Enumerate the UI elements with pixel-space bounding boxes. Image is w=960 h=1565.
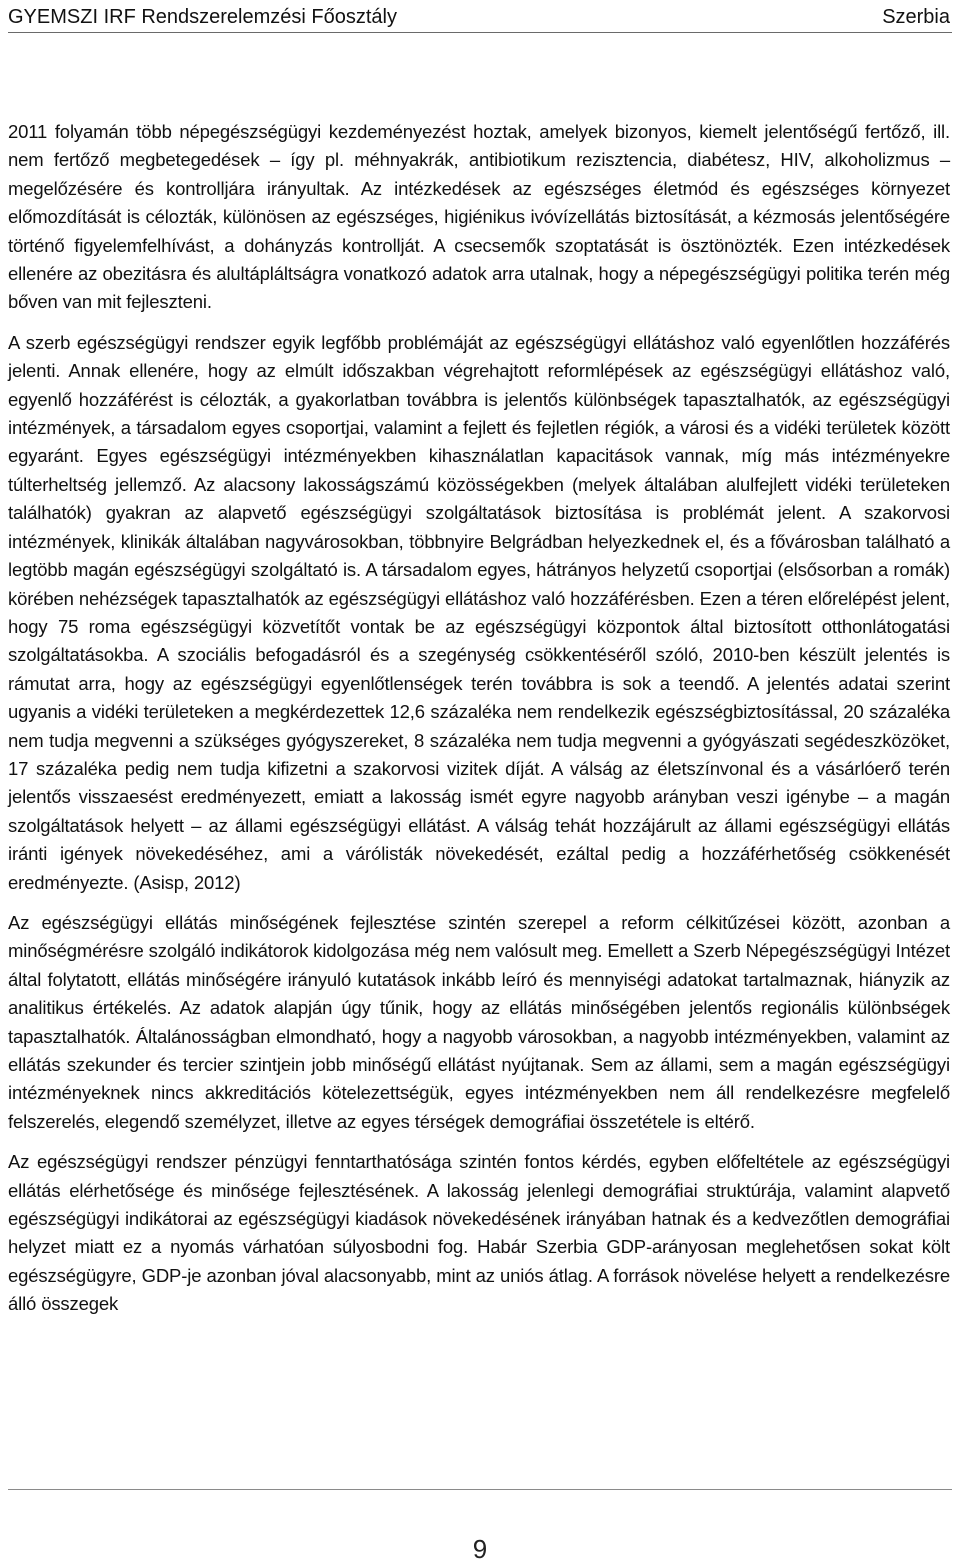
- paragraph-quality: Az egészségügyi ellátás minőségének fejlesztése szintén szerepel a reform célkitűzései között, azonban a minőségmérésre szolgáló indikátorok kidolgozása még nem valósult meg. Emellett a Szerb Népegészségügyi Intézet által folytatott, ellátás minőségére irányuló kutatások inkább leíró és mennyiségi adatokat tartalmaznak, hiányzik az analitikus értékelés. Az adatok alapján úgy tűnik, hogy az ellátás minőségében jelentős regionális különbségek tapasztalhatók. Általánosságban elmondható, hogy a nagyobb városokban, a nagyobb intézményekben, valamint az ellátás szekunder és tercier szintjein jobb minőségű ellátást nyújtanak. Sem az állami, sem a magán egészségügyi intézményeknek nincs akkreditációs kötelezettségük, egyes intézményekben nem áll rendelkezésre megfelelő felszerelés, elegendő személyzet, illetve az egyes térségek demográfiai összetétele is eltérő.: [8, 911, 950, 1132]
- paragraph-public-health: 2011 folyamán több népegészségügyi kezdeményezést hoztak, amelyek bizonyos, kiemelt jelentőségű fertőző, ill. nem fertőző megbetegedések – így pl. méhnyakrák, antibiotikum rezisztencia, diabétesz, HIV, alkoholizmus – megelőzésére és kontrolljára irányultak. Az intézkedések az egészséges életmód és egészséges környezet előmozdítását is célozták, különösen az egészséges, higiénikus ivóvízellátás biztosítását, a kézmosás jelentőségére történő figyelemfelhívást, a dohányzás kontrollját. A csecsemők szoptatását is ösztönözték. Ezen intézkedések ellenére az obezitásra és alultápláltságra vonatkozó adatok arra utalnak, hogy a népegészségügyi politika terén még bőven van mit fejleszteni.: [8, 121, 950, 313]
- page-number: 9: [472, 1534, 488, 1564]
- paragraph-financial-sustainability: Az egészségügyi rendszer pénzügyi fenntarthatósága szintén fontos kérdés, egyben előfeltétele az egészségügyi ellátás elérhetősége és minősége fejlesztésének. A lakosság jelenlegi demográfiai struktúrája, valamint alapvető egészségügyi indikátorai az egészségügyi kiadások növekedésének irányában hatnak és a kedvezőtlen demográfiai helyzet miatt ez a nyomás várhatóan súlyosbodni fog. Habár Szerbia GDP-arányosan meglehetősen sokat költ egészségügyre, GDP-je azonban jóval alacsonyabb, mint az uniós átlag. A források növelése helyett a rendelkezésre álló összegek: [8, 1151, 950, 1315]
- header-divider: [8, 32, 952, 33]
- body-text: [8, 118, 950, 1331]
- header-organization: GYEMSZI IRF Rendszerelemzési Főosztály: [8, 5, 397, 28]
- footer-divider: [8, 1489, 952, 1490]
- page-header: [8, 0, 950, 34]
- paragraph-access-inequality: A szerb egészségügyi rendszer egyik legfőbb problémáját az egészségügyi ellátáshoz való egyenlőtlen hozzáférés jelenti. Annak ellenére, hogy az elmúlt időszakban végrehajtott reformlépések az egészségügyi ellátáshoz való, egyenlő hozzáférést is célozták, a gyakorlatban továbbra is jelentős különbségek tapasztalhatók, az egészségügyi intézmények, a társadalom egyes csoportjai, valamint a fejlett és fejletlen régiók, a városi és a vidéki területek között egyaránt. Egyes egészségügyi intézményekben kihasználatlan kapacitások vannak, míg más intézményekre túlterheltség jellemző. Az alacsony lakosságszámú közösségekben (melyek általában alulfejlett vidéki területeken találhatók) gyakran az alapvető egészségügyi szolgáltatások biztosítása is problémát jelent. A szakorvosi intézmények, klinikák általában nagyvárosokban, többnyire Belgrádban helyezkednek el, és a fővárosban található a legtöbb magán egészségügyi szolgáltató is. A társadalom egyes, hátrányos helyzetű csoportjai (elsősorban a romák) körében nehézségek tapasztalhatók az egészségügyi ellátáshoz való hozzáférésben. Ezen a téren előrelépést jelent, hogy 75 roma egészségügyi közvetítőt vontak be az egészségügyi központok által biztosított otthonlátogatási szolgáltatásokba. A szociális befogadásról és a szegénység csökkentéséről szóló, 2010-ben készült jelentés is rámutat arra, hogy az egészségügyi egyenlőtlenségek terén továbbra is sok a teendő. A jelentés adatai szerint ugyanis a vidéki területeken a megkérdezettek 12,6 százaléka nem rendelkezik egészségbiztosítással, 20 százaléka nem tudja megvenni a szükséges gyógyszereket, 8 százaléka nem tudja megvenni a gyógyászati segédeszközöket, 17 százaléka pedig nem tudja kifizetni a szakorvosi vizitek díját. A válság az életszínvonal és a vásárlóerő terén jelentős visszaesést eredményezett, emiatt a lakosság ismét egyre nagyobb arányban veszi igénybe – a magán szolgáltatások helyett – az állami egészségügyi ellátást. A válság tehát hozzájárult az állami egészségügyi ellátás iránti igények növekedéséhez, ami a várólisták növekedését, ezáltal pedig a hozzáférhetőség csökkenését eredményezte. (Asisp, 2012): [8, 331, 950, 893]
- header-country: Szerbia: [882, 5, 950, 28]
